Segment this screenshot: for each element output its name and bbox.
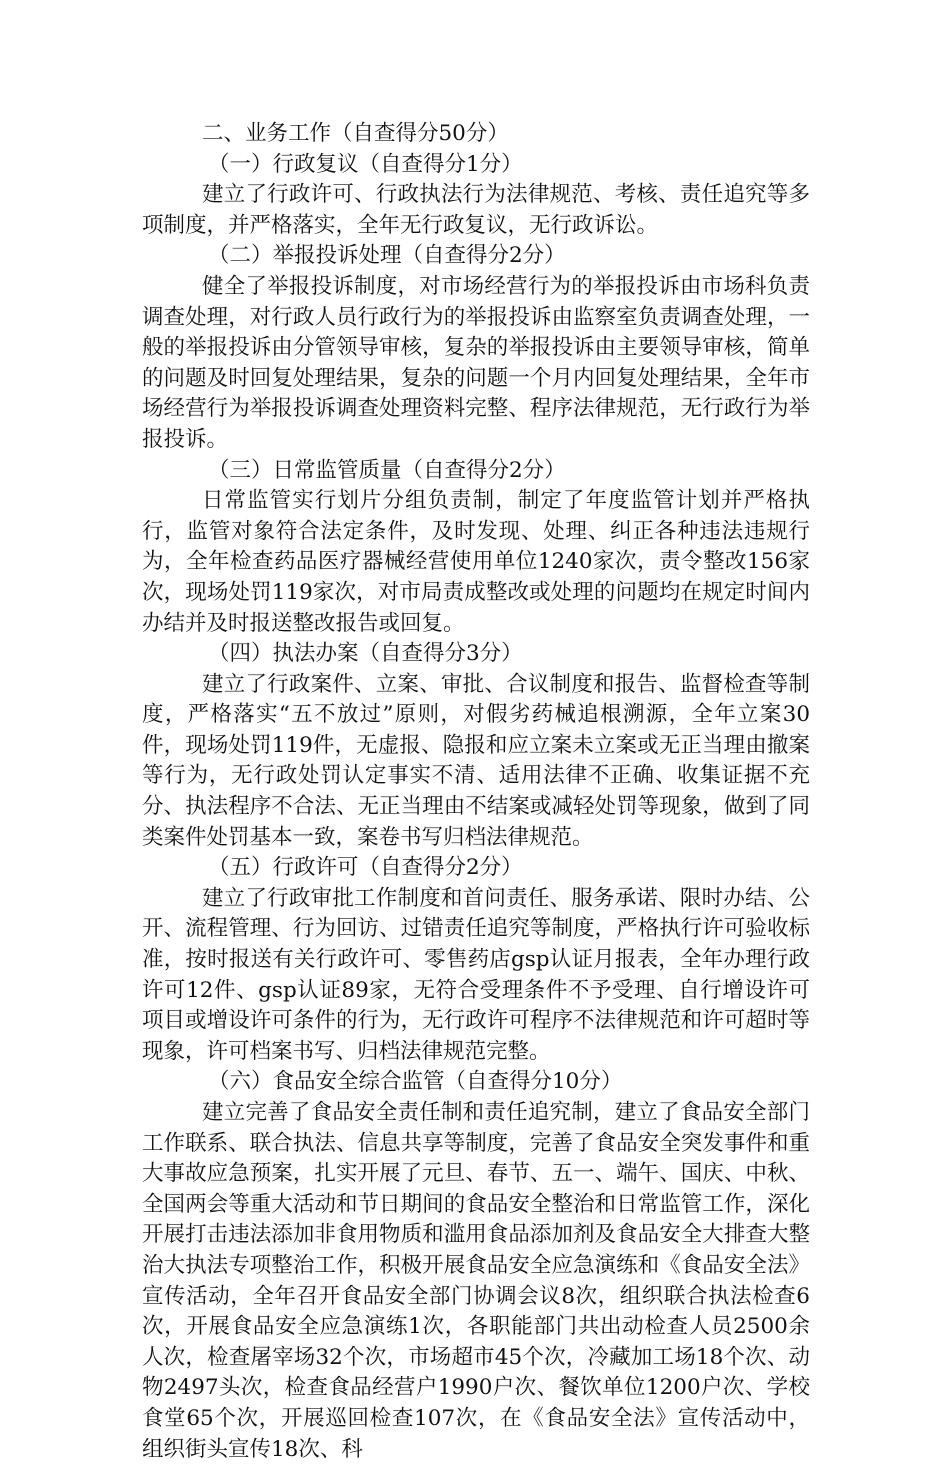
subsection-heading-food-safety: （六）食品安全综合监管（自查得分10分） xyxy=(208,1069,623,1095)
subsection-body-complaint-handling: 健全了举报投诉制度，对市场经营行为的举报投诉由市场科负责调查处理，对行政人员行政行为的举报投诉由监察室负责调查处理，一般的举报投诉由分管领导审核，复杂的举报投诉由主要领导审核，简单的问题及时回复处理结果，复杂的问题一个月内回复处理结果，全年市场经营行为举报投诉调查处理资料完整、程序法律规范，无行政行为举报投诉。 xyxy=(142,273,810,452)
document-body xyxy=(142,119,810,1465)
subsection-heading-daily-supervision: （三）日常监管质量（自查得分2分） xyxy=(208,457,566,483)
subsection-body-food-safety: 建立完善了食品安全责任制和责任追究制，建立了食品安全部门工作联系、联合执法、信息共享等制度，完善了食品安全突发事件和重大事故应急预案，扎实开展了元旦、春节、五一、端午、国庆、中秋、全国两会等重大活动和节日期间的食品安全整治和日常监管工作，深化开展打击违法添加非食用物质和滥用食品添加剂及食品安全大排查大整治大执法专项整治工作，积极开展食品安全应急演练和《食品安全法》宣传活动，全年召开食品安全部门协调会议8次，组织联合执法检查6次，开展食品安全应急演练1次，各职能部门共出动检查人员2500余人次，检查屠宰场32个次，市场超市45个次，冷藏加工场18个次、动物2497头次，检查食品经营户1990户次、餐饮单位1200户次、学校食堂65个次，开展巡回检查107次，在《食品安全法》宣传活动中，组织街头宣传18次、科 xyxy=(142,1100,810,1462)
subsection-body-law-enforcement: 建立了行政案件、立案、审批、合议制度和报告、监督检查等制度，严格落实“五不放过”原则，对假劣药械追根溯源，全年立案30件，现场处罚119件，无虚报、隐报和应立案未立案或无正当理由撤案等行为，无行政处罚认定事实不清、适用法律不正确、收集证据不充分、执法程序不合法、无正当理由不结案或减轻处罚等现象，做到了同类案件处罚基本一致，案卷书写归档法律规范。 xyxy=(142,671,810,850)
subsection-heading-administrative-review: （一）行政复议（自查得分1分） xyxy=(208,151,523,177)
subsection-heading-law-enforcement: （四）执法办案（自查得分3分） xyxy=(208,641,523,667)
subsection-heading-complaint-handling: （二）举报投诉处理（自查得分2分） xyxy=(208,243,566,269)
section-title: 二、业务工作（自查得分50分） xyxy=(202,121,509,146)
subsection-body-daily-supervision: 日常监管实行划片分组负责制，制定了年度监管计划并严格执行，监管对象符合法定条件，及时发现、处理、纠正各种违法违规行为，全年检查药品医疗器械经营使用单位1240家次，责令整改156家次，现场处罚119家次，对市局责成整改或处理的问题均在规定时间内办结并及时报送整改报告或回复。 xyxy=(142,488,810,636)
subsection-body-administrative-review: 建立了行政许可、行政执法行为法律规范、考核、责任追究等多项制度，并严格落实，全年无行政复议，无行政诉讼。 xyxy=(142,182,810,238)
subsection-body-administrative-licensing: 建立了行政审批工作制度和首问责任、服务承诺、限时办结、公开、流程管理、行为回访、过错责任追究等制度，严格执行许可验收标准，按时报送有关行政许可、零售药店gsp认证月报表，全年办理行政许可12件、gsp认证89家，无符合受理条件不予受理、自行增设许可项目或增设许可条件的行为，无行政许可程序不法律规范和许可超时等现象，许可档案书写、归档法律规范完整。 xyxy=(142,885,810,1064)
subsection-heading-administrative-licensing: （五）行政许可（自查得分2分） xyxy=(208,855,523,881)
